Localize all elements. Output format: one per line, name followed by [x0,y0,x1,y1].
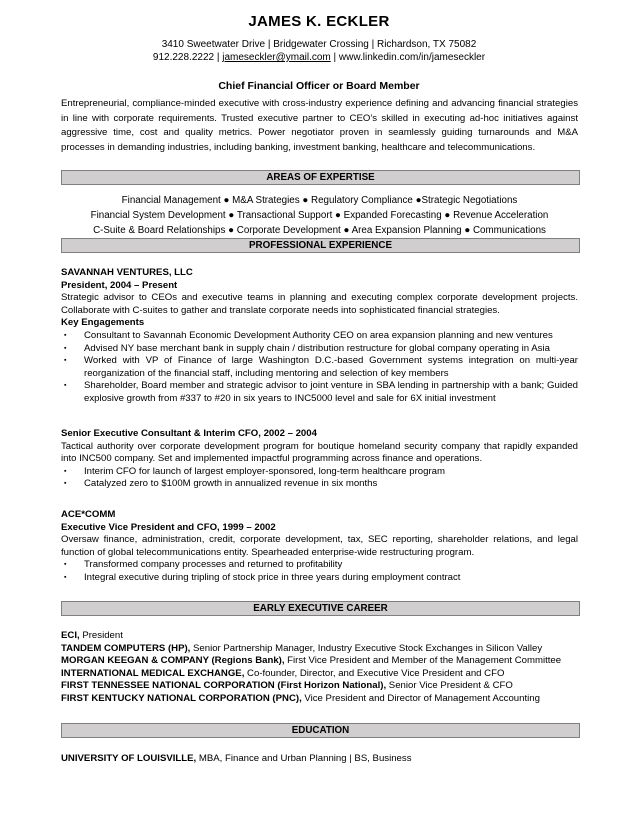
bullet-icon: ▪ [64,331,67,339]
bullet-icon: ▪ [64,382,67,390]
bullet-list [61,559,578,584]
separator: | [214,52,223,63]
phone-number: 912.228.2222 [152,52,215,63]
job-savannah [61,267,578,406]
job-description: Oversaw finance, administration, credit, corporate development, tax, SEC reporting, shareholder relations, and legal function of global telecommunications entity. Spearheaded enterprise-wide restructuring program. [61,534,578,558]
list-item: ▪ Worked with VP of Finance of large Washington D.C.-based Government systems integration on multi-year reorganization of the financial staff, including mentoring and selection of key members [64,355,578,379]
early-career-list [61,630,578,706]
expertise-line: C-Suite & Board Relationships ● Corporate Development ● Area Expansion Planning ● Communications [93,225,546,236]
bullet-list [61,330,578,406]
job-consultant [61,428,578,491]
bullet-icon: ▪ [64,467,67,475]
list-item: MORGAN KEEGAN & COMPANY (Regions Bank), First Vice President and Member of the Management Committee [61,655,562,667]
list-item: ▪ Interim CFO for launch of largest employer-sponsored, long-term healthcare program [64,465,445,477]
bullet-icon: ▪ [64,480,67,488]
expertise-line: Financial System Development ● Transactional Support ● Expanded Forecasting ● Revenue Acceleration [90,210,549,221]
job-acecomm [61,509,578,585]
section-header-early-career: EARLY EXECUTIVE CAREER [61,601,580,616]
school-name: UNIVERSITY OF LOUISVILLE, [61,753,197,764]
list-item: ▪ Advised NY base merchant bank in supply chain / distribution restructure for global company operating in Asia [64,342,550,354]
headline: Chief Financial Officer or Board Member [218,80,420,92]
expertise-list [61,193,578,238]
job-title: Senior Executive Consultant & Interim CFO, 2002 – 2004 [61,428,317,439]
company-name: ACE*COMM [61,509,116,520]
key-engagements-label: Key Engagements [61,317,145,329]
company-name: SAVANNAH VENTURES, LLC [61,267,193,278]
list-item: FIRST TENNESSEE NATIONAL CORPORATION (First Horizon National), Senior Vice President & CFO [61,680,513,692]
degrees: MBA, Finance and Urban Planning | BS, Business [196,753,412,764]
bullet-icon: ▪ [64,357,67,365]
bullet-icon: ▪ [64,344,67,352]
job-title: Executive Vice President and CFO, 1999 – 2002 [61,521,276,533]
list-item: ▪ Shareholder, Board member and strategic advisor to joint venture in SBA lending in partnership with a bank; Guided explosive growth from #337 to #20 in six years to INC5000 level and sale for 6X initial investment [64,380,578,404]
bullet-icon: ▪ [64,573,67,581]
contact-line [0,52,638,64]
list-item: TANDEM COMPUTERS (HP), Senior Partnership Manager, Industry Executive Stock Exchanges in Silicon Valley [61,642,543,654]
job-title: President, 2004 – Present [61,279,178,291]
education-entry [61,753,578,766]
list-item: INTERNATIONAL MEDICAL EXCHANGE, Co-founder, Director, and Executive Vice President and CFO [61,667,505,679]
address-line: 3410 Sweetwater Drive | Bridgewater Crossing | Richardson, TX 75082 [161,39,477,50]
list-item: ECI, President [61,630,123,641]
expertise-line: Financial Management ● M&A Strategies ● Regulatory Compliance ●Strategic Negotiations [121,195,518,206]
section-header-expertise: AREAS OF EXPERTISE [61,170,580,185]
list-item: ▪ Catalyzed zero to $100M growth in annualized revenue in six months [64,478,378,490]
candidate-name: JAMES K. ECKLER [248,13,390,30]
email-link[interactable]: jameseckler@ymail.com [222,52,331,63]
website-text: | www.linkedin.com/in/jameseckler [330,52,486,63]
list-item: ▪ Integral executive during tripling of stock price in three years during employment contract [64,571,461,583]
bullet-icon: ▪ [64,561,67,569]
bullet-list [61,466,578,491]
list-item: ▪ Consultant to Savannah Economic Development Authority CEO on area expansion planning and new ventures [64,329,553,341]
job-description: Tactical authority over corporate development program for boutique homeland security company that rapidly expanded into INC500 company. Set and implemented impactful programming across finance and operations. [61,440,578,465]
section-header-experience: PROFESSIONAL EXPERIENCE [61,238,580,253]
job-description: Strategic advisor to CEOs and executive teams in planning and executing complex corporate development projects. Collaborate with C-suites to gather and translate corporate needs into sophisticated financial strategies. [61,292,578,316]
summary-paragraph: Entrepreneurial, compliance-minded executive with cross-industry experience defining and advancing financial strategies in line with corporate requirements. Trusted executive partner to CEO’s skilled in executing ad-hoc initiatives against aggressive time, cost and quality metrics. Power negotiator proven in seamlessly guiding turnarounds and M&A processes in demanding industries, including banking, investment banking, healthcare and telecommunications. [61,98,578,153]
section-header-education: EDUCATION [61,723,580,738]
list-item: FIRST KENTUCKY NATIONAL CORPORATION (PNC), Vice President and Director of Management Accounting [61,692,540,704]
list-item: ▪ Transformed company processes and returned to profitability [64,559,343,571]
